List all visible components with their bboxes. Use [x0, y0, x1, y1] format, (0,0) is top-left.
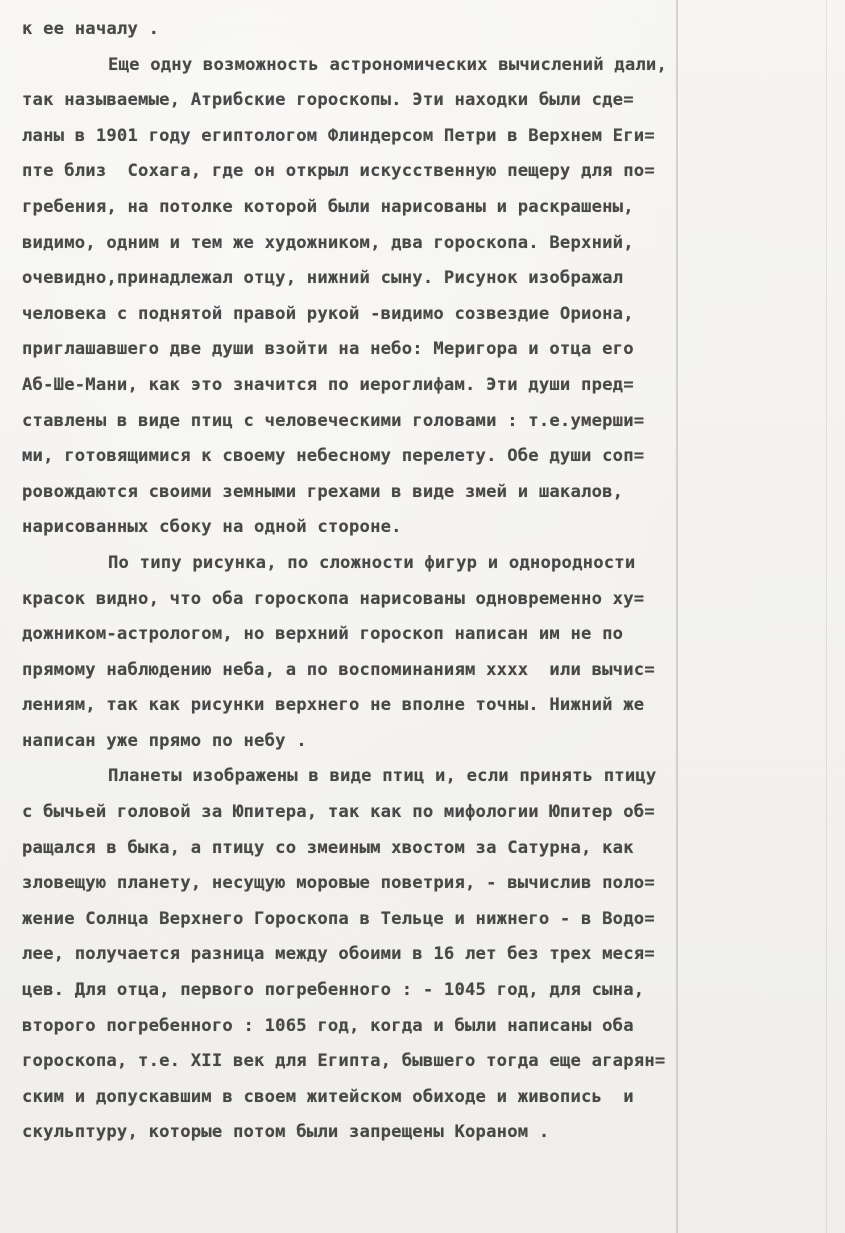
text-line: жение Солнца Верхнего Гороскопа в Тельце и нижнего - в Водо= — [22, 908, 655, 929]
text-line: с бычьей головой за Юпитера, так как по мифологии Юпитер об= — [22, 802, 655, 823]
typed-text-block — [22, 12, 827, 1151]
text-line: приглашавшего две души взойти на небо: Меригора и отца его — [22, 339, 634, 360]
text-line: ми, готовящимися к своему небесному перелету. Обе души соп= — [22, 446, 645, 467]
text-line: прямому наблюдению неба, а по воспоминаниям xxxx или вычис= — [22, 659, 655, 680]
text-line: Планеты изображены в виде птиц и, если принять птицу — [108, 766, 657, 787]
text-line: ставлены в виде птиц с человеческими головами : т.е.умерши= — [22, 410, 645, 431]
text-line: лениям, так как рисунки верхнего не вполне точны. Нижний же — [22, 695, 645, 716]
text-line: человека с поднятой правой рукой -видимо созвездие Ориона, — [22, 303, 634, 324]
text-line: гребения, на потолке которой были нарисованы и раскрашены, — [22, 196, 634, 217]
text-line: цев. Для отца, первого погребенного : - 1045 год, для сына, — [22, 980, 645, 1001]
text-line: зловещую планету, несущую моровые поветрия, - вычислив поло= — [22, 873, 655, 894]
text-line: Аб-Ше-Мани, как это значится по иероглифам. Эти души пред= — [22, 374, 634, 395]
text-line: Еще одну возможность астрономических вычислений дали, — [108, 54, 668, 75]
text-line: ровождаются своими земными грехами в виде змей и шакалов, — [22, 481, 624, 502]
text-line: красок видно, что оба гороскопа нарисованы одновременно ху= — [22, 588, 645, 609]
text-line: ланы в 1901 году египтологом Флиндерсом Петри в Верхнем Еги= — [22, 125, 655, 146]
text-line: скульптуру, которые потом были запрещены Кораном . — [22, 1122, 550, 1143]
text-line: нарисованных сбоку на одной стороне. — [22, 517, 402, 538]
text-line: пте близ Сохага, где он открыл искусственную пещеру для по= — [22, 161, 655, 182]
text-line: По типу рисунка, по сложности фигур и однородности — [108, 552, 636, 573]
text-line: к ее началу . — [22, 19, 160, 39]
text-line: второго погребенного : 1065 год, когда и были написаны оба — [22, 1015, 634, 1036]
text-line: ращался в быка, а птицу со змеиным хвостом за Сатурна, как — [22, 837, 634, 858]
text-line: видимо, одним и тем же художником, два гороскопа. Верхний, — [22, 232, 634, 253]
text-line: лее, получается разница между обоими в 16 лет без трех меся= — [22, 944, 655, 965]
text-line: очевидно,принадлежал отцу, нижний сыну. Рисунок изображал — [22, 268, 624, 289]
text-line: гороскопа, т.е. XII век для Египта, бывшего тогда еще агарян= — [22, 1051, 666, 1072]
text-line: ским и допускавшим в своем житейском обиходе и живопись и — [22, 1086, 634, 1107]
text-line: так называемые, Атрибские гороскопы. Эти находки были сде= — [22, 90, 634, 111]
text-line: дожником-астрологом, но верхний гороскоп написан им не по — [22, 624, 624, 645]
text-line: написан уже прямо по небу . — [22, 730, 307, 751]
